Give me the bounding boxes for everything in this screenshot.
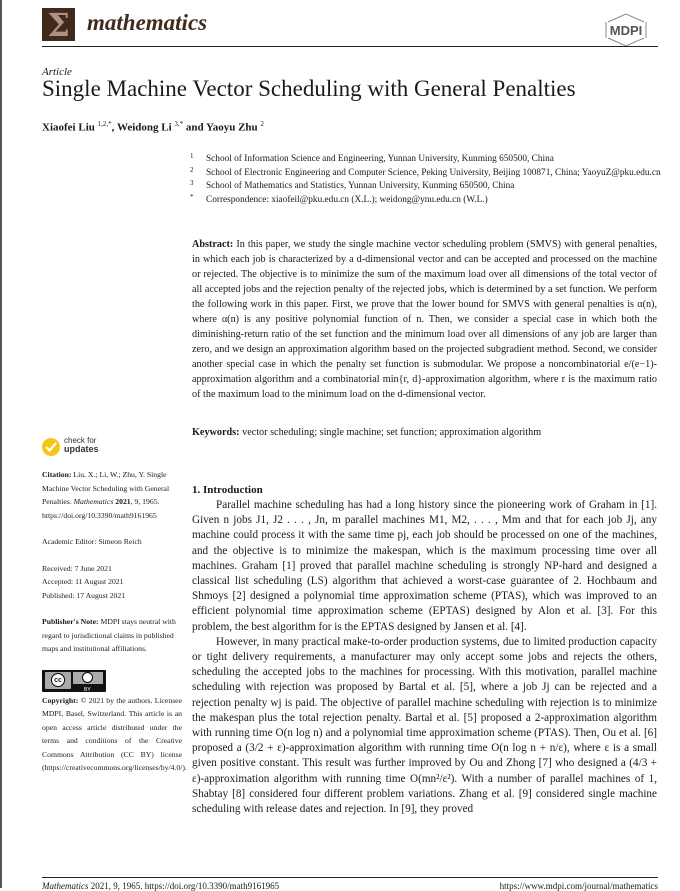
affiliation-number: * xyxy=(190,192,194,201)
footer-doi[interactable]: 2021, 9, 1965. https://doi.org/10.3390/math9161965 xyxy=(88,881,280,891)
author-marks: 3,* xyxy=(174,120,184,128)
author-name[interactable]: Xiaofei Liu xyxy=(42,121,95,134)
mdpi-logo[interactable] xyxy=(602,12,650,48)
paragraph: However, in many practical make-to-order production systems, due to limited production capacity or tight delivery requirements, a manufacturer may only accept some jobs and rejects the others, scheduling the accepted jobs to the machines for processing. With this motivation, parallel machine scheduling with rejection was proposed by Bartal et al. [5], where a job Jj can be rejected and a rejection penalty wj is paid. The objective of parallel machine scheduling with rejection is to minimize the makespan plus the total rejection penalty. Bartal et al. [5] proposed a 2-approximation algorithm with running time O(n log n) and a polynomial time approximation scheme (PTAS). Then, Ou et al. [6] proposed a (3/2 + ε)-approximation algorithm with running time O(n log n + n/ε), where ε is a small given positive constant. This result was further improved by Ou and Zhong [7] who designed a (4/3 + ε)-approximation algorithm with running time O(mn²/ε²). With a number of parallel machines of 1, Shabtay [8] considered four different problem variations. Zhang et al. [9] considered single machine scheduling with release dates and rejection. In [9], they proved xyxy=(192,635,657,816)
body-text xyxy=(192,498,657,817)
affiliation-number: 2 xyxy=(190,165,194,174)
affiliation-text: School of Information Science and Engineering, Yunnan University, Kunming 650500, China xyxy=(206,154,554,164)
section-heading: 1. Introduction xyxy=(192,484,263,496)
affiliation-item xyxy=(190,167,670,181)
affiliation-number: 1 xyxy=(190,152,194,160)
citation-label: Citation: xyxy=(42,470,72,479)
citation-block xyxy=(42,468,182,522)
affiliation-text: School of Mathematics and Statistics, Yunnan University, Kunming 650500, China xyxy=(206,181,515,191)
affiliation-text: School of Electronic Engineering and Computer Science, Peking University, Beijing 100871, China; YaoyuZ@pku.edu.cn xyxy=(206,167,661,178)
page-edge xyxy=(0,0,2,888)
check-updates-line2: updates xyxy=(64,444,99,454)
author-name[interactable]: Weidong Li xyxy=(116,121,172,134)
footer-rule xyxy=(42,877,658,878)
header-rule xyxy=(42,46,658,47)
checkmark-icon xyxy=(42,438,60,456)
abstract xyxy=(192,237,657,402)
citation-year: 2021 xyxy=(115,497,131,506)
by-label: BY xyxy=(84,686,91,693)
footer-citation xyxy=(42,881,279,891)
sigma-icon: Σ xyxy=(47,6,70,44)
paragraph: Parallel machine scheduling has had a long history since the pioneering work of Graham in [1]. Given n jobs J1, J2 . . . , Jn, m parallel machines M1, M2, . . . , Mm and that for each job Jj, any machine could process it with the same time pj, each job should be processed on one of the machines, and the objective is to minimize the makespan, which is the maximum processing time over all machines. Graham [1] proved that parallel machine scheduling is strongly NP-hard and designed a classical list scheduling (LS) algorithm that achieved a worst-case guarantee of 2. Hochbaum and Shmoys [2] designed a polynomial time approximation scheme (PTAS), which was improved to an efficient polynomial time approximation scheme (EPTAS) designed by Alon et al. [3]. For this problem, the best algorithm for is the EPTAS designed by Jansen et al. [4]. xyxy=(192,499,657,633)
mdpi-logo-text: MDPI xyxy=(609,23,643,38)
copyright-text: © 2021 by the authors. Licensee MDPI, Basel, Switzerland. This article is an open access article distributed under the terms and conditions of the Creative Commons Attribution (CC BY) license (https://creativecommons.org/licenses/by/4.0/). xyxy=(42,695,187,772)
abstract-label: Abstract: xyxy=(192,239,234,250)
author-marks: 2 xyxy=(260,120,264,128)
attribution-icon xyxy=(73,672,103,684)
copyright-block xyxy=(42,694,187,775)
footer-journal: Mathematics xyxy=(42,881,89,891)
dates-block xyxy=(42,562,182,603)
author-name[interactable]: Yaoyu Zhu xyxy=(205,121,258,134)
affiliation-number: 3 xyxy=(190,179,194,187)
citation-journal: Mathematics xyxy=(73,497,114,506)
footer-journal-url[interactable]: https://www.mdpi.com/journal/mathematics xyxy=(499,881,658,891)
affiliation-item xyxy=(190,153,670,167)
affiliation-item xyxy=(190,180,670,194)
academic-editor: Academic Editor: Simeon Reich xyxy=(42,537,142,546)
citation-doi[interactable]: , 9, 1965. https://doi.org/10.3390/math9161965 xyxy=(42,497,160,520)
keywords xyxy=(192,427,657,438)
abstract-text: In this paper, we study the single machine vector scheduling problem (SMVS) with general penalties, in which each job is characterized by a d-dimensional vector and can be accepted and processed on the machine or rejected. The objective is to minimize the sum of the maximum load over all dimensions of the total vector of all accepted jobs and the rejection penalty of the rejected jobs, which is determined by a set function. We perform the following work in this paper. First, we prove that the lower bound for SMVS with general penalties is α(n), where α(n) is any positive polynomial function of n. Then, we consider a special case in which both the diminishing-return ratio of the set function and the minimum load over all dimensions of any job are larger than zero, and we design an approximation algorithm based on the projected subgradient method. Second, we consider another special case in which the penalty set function is submodular. We propose a noncombinatorial e/(e−1)-approximation algorithm and a combinatorial min{r, d}-approximation algorithm, where r is the maximum ratio of the maximum load to the minimum load on the d-dimensional vector. xyxy=(192,239,657,400)
accepted-date: Accepted: 11 August 2021 xyxy=(42,577,124,586)
article-type: Article xyxy=(42,66,72,78)
check-updates-line1: check for xyxy=(64,436,97,445)
journal-name: mathematics xyxy=(87,10,208,35)
correspondence-text: Correspondence: xiaofeil@pku.edu.cn (X.L.); weidong@ynu.edu.cn (W.L.) xyxy=(206,194,488,205)
keywords-text: vector scheduling; single machine; set function; approximation algorithm xyxy=(242,427,542,438)
cc-by-license-badge[interactable] xyxy=(42,670,106,692)
author-separator: and xyxy=(183,121,206,134)
journal-header xyxy=(42,8,658,46)
affiliations xyxy=(190,153,670,207)
author-marks: 1,2,* xyxy=(97,120,112,128)
affiliation-item xyxy=(190,194,670,208)
article-sidebar xyxy=(42,436,187,775)
article-title: Single Machine Vector Scheduling with General Penalties xyxy=(42,76,576,101)
keywords-label: Keywords: xyxy=(192,427,240,438)
received-date: Received: 7 June 2021 xyxy=(42,563,112,573)
check-for-updates-badge[interactable] xyxy=(42,436,182,458)
citation-text: Liu, X.; Li, W.; Zhu, Y. Single Machine Vector Scheduling with General Penalties. xyxy=(42,470,170,506)
publishers-note-label: Publisher's Note: xyxy=(42,617,99,626)
published-date: Published: 17 August 2021 xyxy=(42,590,126,600)
cc-icon: cc xyxy=(45,672,71,689)
author-list xyxy=(42,120,264,134)
publishers-note xyxy=(42,615,182,656)
author-separator: , xyxy=(111,121,117,134)
copyright-label: Copyright: xyxy=(42,695,79,705)
publishers-note-text: MDPI stays neutral with regard to jurisdictional claims in published maps and institutional affiliations. xyxy=(42,617,176,653)
journal-logo xyxy=(42,6,75,44)
